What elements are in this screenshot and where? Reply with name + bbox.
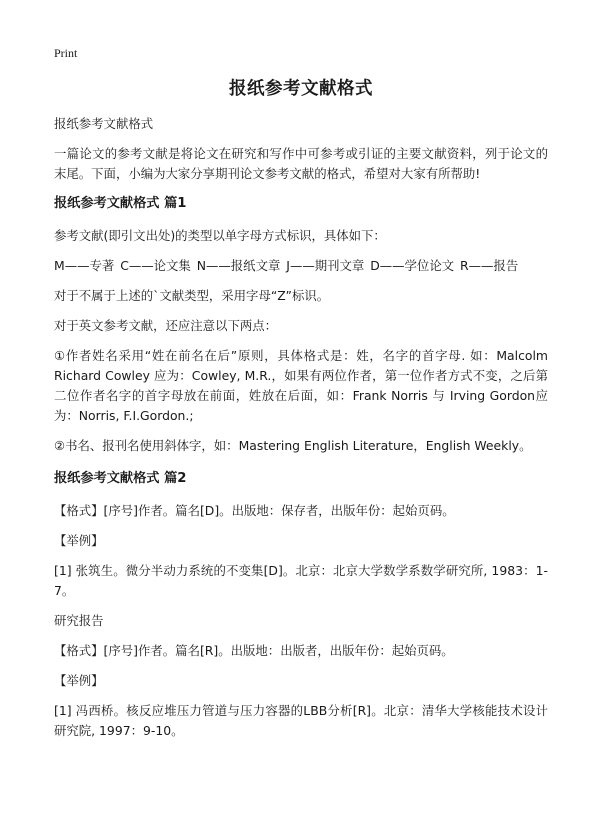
section-heading-2: 报纸参考文献格式 篇2 — [54, 471, 187, 486]
document-title: 报纸参考文献格式 — [229, 79, 373, 99]
section-2-paragraph-7: [1] 冯西桥。核反应堆压力管道与压力容器的LBB分析[R]。北京：清华大学核能技术设计研究院, 1997：9-10。 — [54, 703, 548, 738]
section-1-paragraph-1: 参考文献(即引文出处)的类型以单字母方式标识，具体如下： — [54, 228, 386, 243]
section-2-paragraph-2: 【举例】 — [54, 533, 104, 548]
document-subtitle: 报纸参考文献格式 — [54, 116, 154, 131]
section-2-paragraph-4: 研究报告 — [54, 613, 104, 628]
section-1-paragraph-3: 对于不属于上述的`文献类型，采用字母“Z”标识。 — [54, 288, 330, 303]
section-1-paragraph-6: ②书名、报刊名使用斜体字，如：Mastering English Literature，English Weekly。 — [54, 438, 532, 453]
section-2-paragraph-6: 【举例】 — [54, 673, 104, 688]
section-1-paragraph-5: ①作者姓名采用“姓在前名在后”原则，具体格式是：姓，名字的首字母. 如：Malcolm Richard Cowley 应为：Cowley, M.R.，如果有两位作者，第一位作者方式不变，之后第二位作者名字的首字母放在前面，姓放在后面，如：Frank Norris 与 Irving Gordon应为：Norris, F.I.Gordon.; — [54, 348, 548, 423]
section-2-paragraph-5: 【格式】[序号]作者。篇名[R]。出版地：出版者，出版年份：起始页码。 — [54, 643, 454, 658]
print-label: Print — [54, 46, 78, 60]
section-heading-1: 报纸参考文献格式 篇1 — [54, 196, 187, 211]
section-1-paragraph-2: M——专著 C——论文集 N——报纸文章 J——期刊文章 D——学位论文 R——报告 — [54, 258, 519, 273]
intro-paragraph: 一篇论文的参考文献是将论文在研究和写作中可参考或引证的主要文献资料，列于论文的末尾。下面，小编为大家分享期刊论文参考文献的格式，希望对大家有所帮助! — [54, 146, 548, 181]
section-2-paragraph-3: [1] 张筑生。微分半动力系统的不变集[D]。北京：北京大学数学系数学研究所, 1983：1-7。 — [54, 563, 548, 598]
section-1-paragraph-4: 对于英文参考文献，还应注意以下两点： — [54, 318, 278, 333]
section-2-paragraph-1: 【格式】[序号]作者。篇名[D]。出版地：保存者，出版年份：起始页码。 — [54, 503, 455, 518]
